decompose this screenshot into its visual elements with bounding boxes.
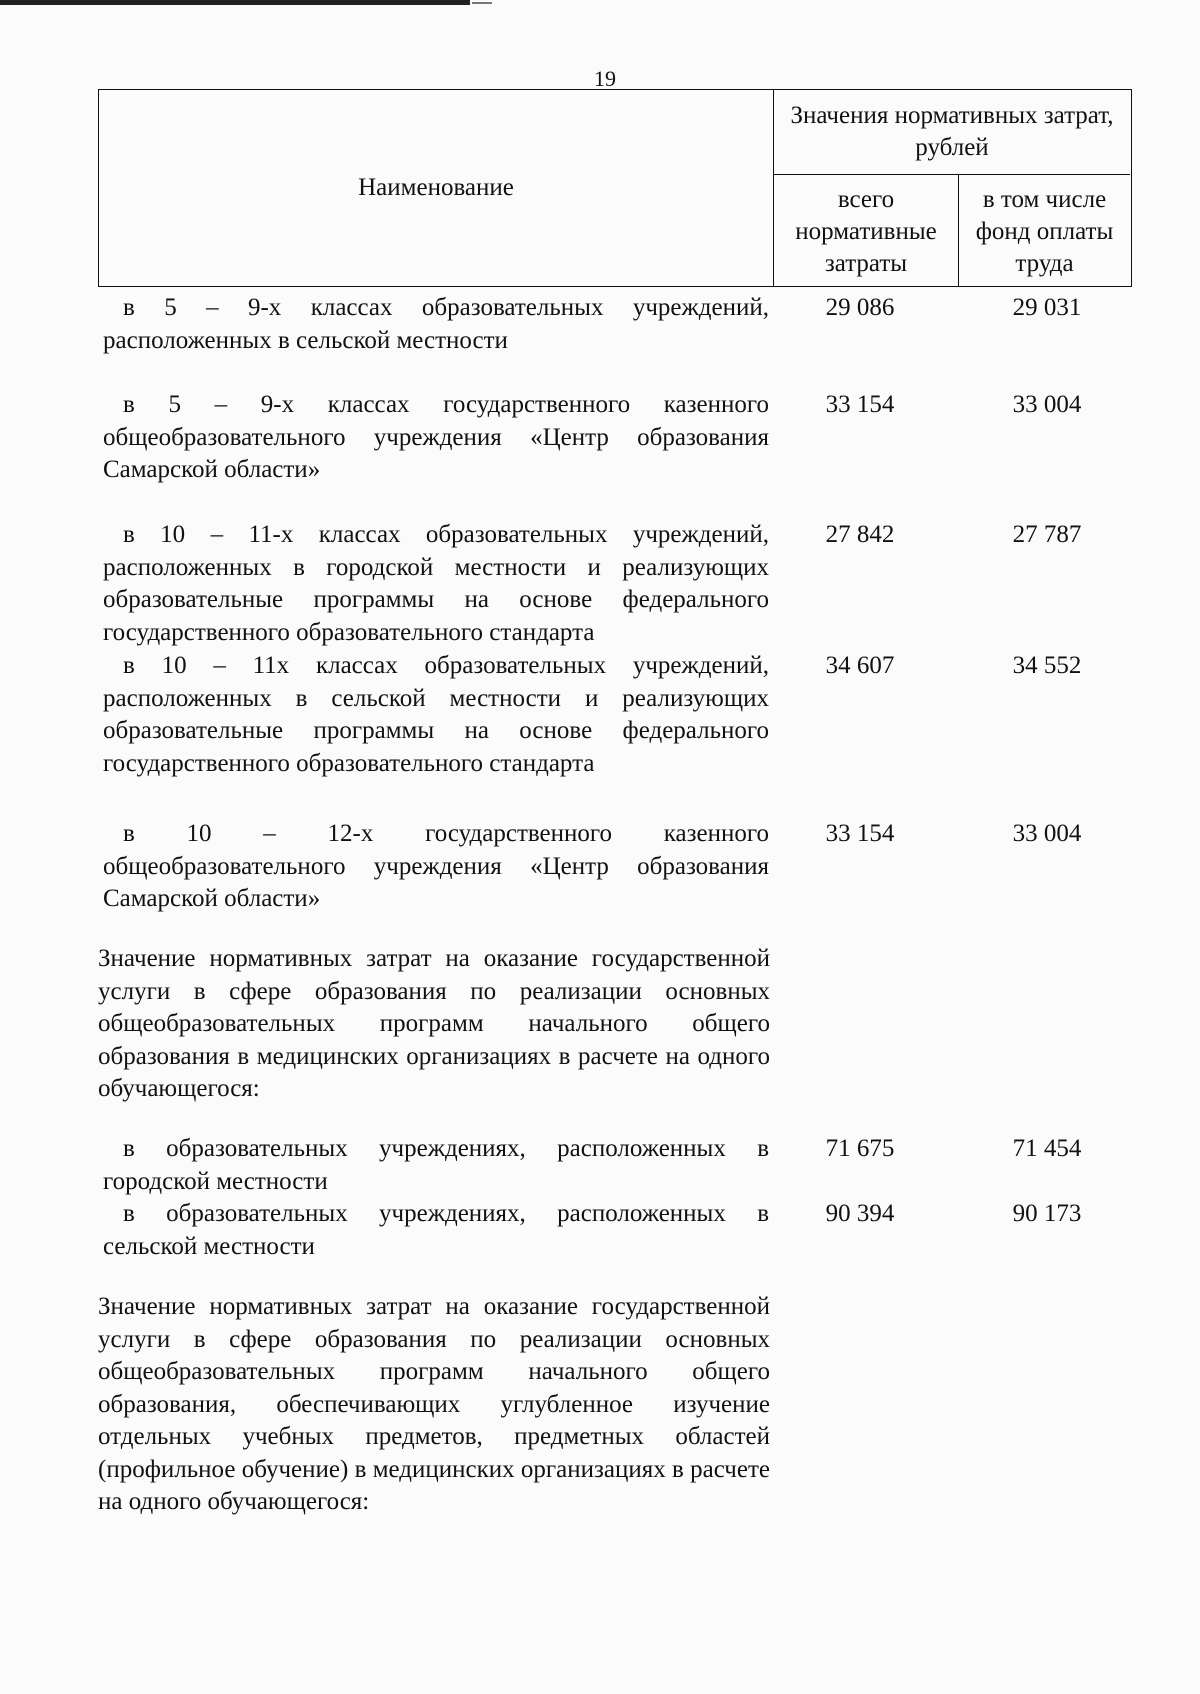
row-wage-value: 71 454 bbox=[1012, 1135, 1082, 1162]
row-name: в образовательных учреждениях, расположенных в сельской местности bbox=[103, 1200, 769, 1260]
scan-border-line bbox=[472, 2, 492, 4]
row-name: в 5 – 9-х классах государственного казенного общеобразовательного учреждения «Центр образования Самарской области» bbox=[103, 391, 769, 483]
row-wage-value: 27 787 bbox=[1012, 521, 1082, 548]
row-wage-value: 90 173 bbox=[1012, 1200, 1082, 1227]
column-header-values: Значения нормативных затрат, рублей bbox=[774, 90, 1130, 175]
column-header-wage-fund: в том числе фонд оплаты труда bbox=[975, 186, 1114, 277]
column-header-name: Наименование bbox=[99, 90, 774, 286]
scan-border-line bbox=[0, 0, 470, 5]
row-name: в 5 – 9-х классах образовательных учреждений, расположенных в сельской местности bbox=[103, 294, 769, 354]
row-total-value: 29 086 bbox=[825, 294, 895, 321]
row-name: в 10 – 11х классах образовательных учреждений, расположенных в сельской местности и реализующих образовательные программы на основе федерального государственного образовательного стандарта bbox=[103, 652, 769, 777]
row-wage-value: 33 004 bbox=[1012, 820, 1082, 847]
section-paragraph: Значение нормативных затрат на оказание государственной услуги в сфере образования по реализации основных общеобразовательных программ начального общего образования, обеспечивающих углубленное изучение отдельных учебных предметов, предметных областей (профильное обучение) в медицинских организациях в расчете на одного обучающегося: bbox=[98, 1293, 770, 1515]
page-number: 19 bbox=[594, 66, 616, 91]
column-header-total: всего нормативные затраты bbox=[774, 175, 959, 286]
row-wage-value: 34 552 bbox=[1012, 652, 1082, 679]
row-total-value: 34 607 bbox=[825, 652, 895, 679]
row-total-value: 90 394 bbox=[825, 1200, 895, 1227]
section-paragraph: Значение нормативных затрат на оказание государственной услуги в сфере образования по реализации основных общеобразовательных программ начального общего образования в медицинских организациях в расчете на одного обучающегося: bbox=[98, 945, 770, 1102]
row-wage-value: 33 004 bbox=[1012, 391, 1082, 418]
row-total-value: 33 154 bbox=[825, 391, 895, 418]
row-total-value: 27 842 bbox=[825, 521, 895, 548]
row-name: в 10 – 12-х государственного казенного общеобразовательного учреждения «Центр образования Самарской области» bbox=[103, 820, 769, 912]
row-total-value: 71 675 bbox=[825, 1135, 895, 1162]
table-header bbox=[98, 89, 1132, 287]
row-total-value: 33 154 bbox=[825, 820, 895, 847]
row-name: в 10 – 11-х классах образовательных учреждений, расположенных в городской местности и реализующих образовательные программы на основе федерального государственного образовательного стандарта bbox=[103, 521, 769, 646]
row-name: в образовательных учреждениях, расположенных в городской местности bbox=[103, 1135, 769, 1195]
row-wage-value: 29 031 bbox=[1012, 294, 1082, 321]
